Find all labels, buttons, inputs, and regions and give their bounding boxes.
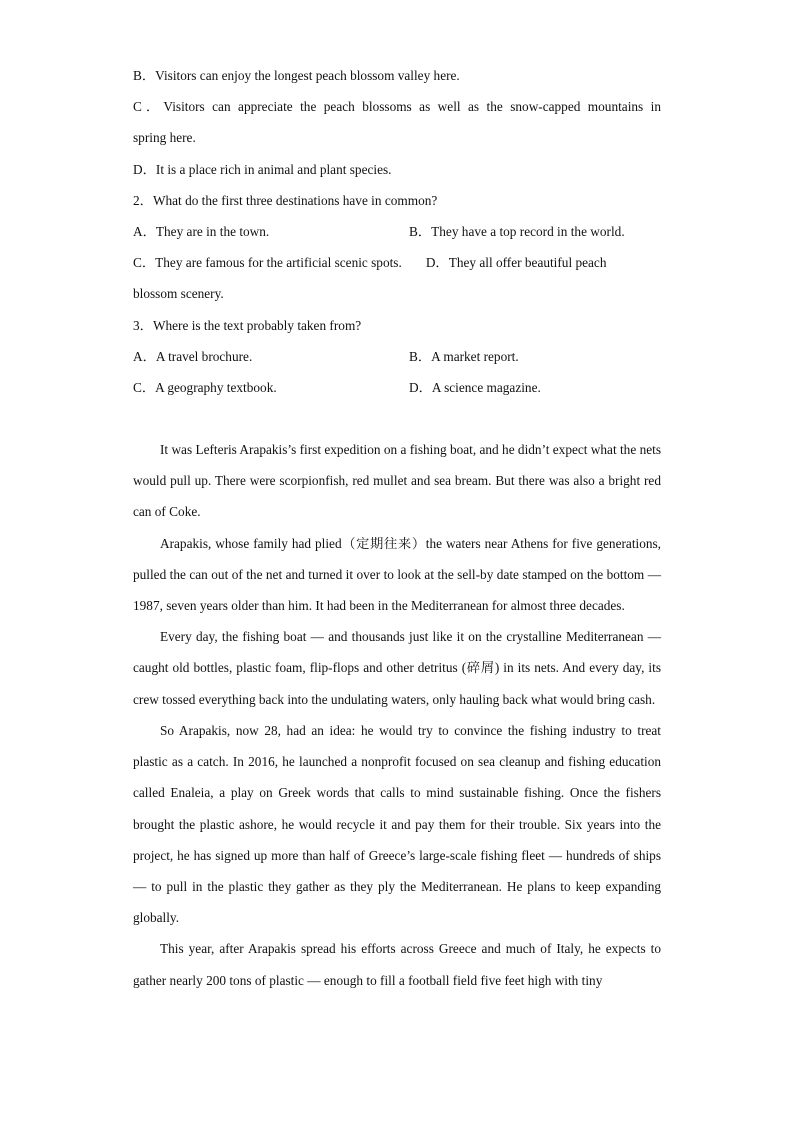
q3-option-a: A．A travel brochure. — [133, 348, 253, 364]
q2-option-b: B．They have a top record in the world. — [409, 223, 625, 239]
q2-option-a: A．They are in the town. — [133, 223, 270, 239]
document-page — [133, 60, 661, 996]
passage-paragraph-4: So Arapakis, now 28, had an idea: he would try to convince the fishing industry to treat plastic as a catch. In 2016, he launched a nonprofit focused on sea cleanup and fishing education called Enaleia, a play on Greek words that calls to mind sustainable fishing. Once the fishers brought the plastic ashore, he would recycle it and pay them for their trouble. Six years into the project, he has signed up more than half of Greece’s large-scale fishing fleet — hundreds of ships — to pull in the plastic they gather as they ply the Mediterranean. He plans to keep expanding globally. — [133, 722, 661, 926]
q2-option-d-continued: blossom scenery. — [133, 286, 224, 302]
q3-options-row-2 — [133, 372, 661, 403]
q2-option-d: D．They all offer beautiful peach — [425, 255, 607, 271]
q2-options-row-2 — [133, 247, 661, 278]
passage-paragraph-5: This year, after Arapakis spread his efforts across Greece and much of Italy, he expects to gather nearly 200 tons of plastic — enough to fill a football field five feet high with tiny — [133, 941, 661, 988]
q1-option-b: B．Visitors can enjoy the longest peach blossom valley here. — [133, 68, 460, 83]
q1-option-c-continued: spring here. — [133, 130, 196, 146]
q1-option-d: D．It is a place rich in animal and plant species. — [133, 161, 392, 177]
q2-option-c: C．They are famous for the artificial scenic spots. — [133, 255, 402, 271]
q3-question: 3．Where is the text probably taken from? — [133, 317, 362, 333]
q3-option-c: C．A geography textbook. — [133, 379, 277, 395]
q3-option-d: D．A science magazine. — [409, 379, 541, 395]
passage-paragraph-3: Every day, the fishing boat — and thousands just like it on the crystalline Mediterranean — caught old bottles, plastic foam, flip-flops and other detritus (碎屑) in its nets. And every day, its crew tossed everything back into the undulating waters, only hauling back what would bring cash. — [133, 629, 661, 707]
passage-paragraph-1: It was Lefteris Arapakis’s first expedition on a fishing boat, and he didn’t expect what the nets would pull up. There were scorpionfish, red mullet and sea bream. But there was also a bright red can of Coke. — [133, 442, 661, 520]
section-gap — [133, 403, 661, 434]
passage-paragraph-2: Arapakis, whose family had plied（定期往来）the waters near Athens for five generations, pulled the can out of the net and turned it over to look at the sell-by date stamped on the bottom —1987, seven years older than him. It had been in the Mediterranean for almost three decades. — [133, 535, 661, 614]
q2-options-row-1 — [133, 216, 661, 247]
q3-option-b: B．A market report. — [409, 348, 519, 364]
q3-options-row-1 — [133, 341, 661, 372]
q1-option-c: C．Visitors can appreciate the peach blossoms as well as the snow-capped mountains in — [133, 99, 661, 115]
q2-question: 2．What do the first three destinations have in common? — [133, 192, 438, 208]
